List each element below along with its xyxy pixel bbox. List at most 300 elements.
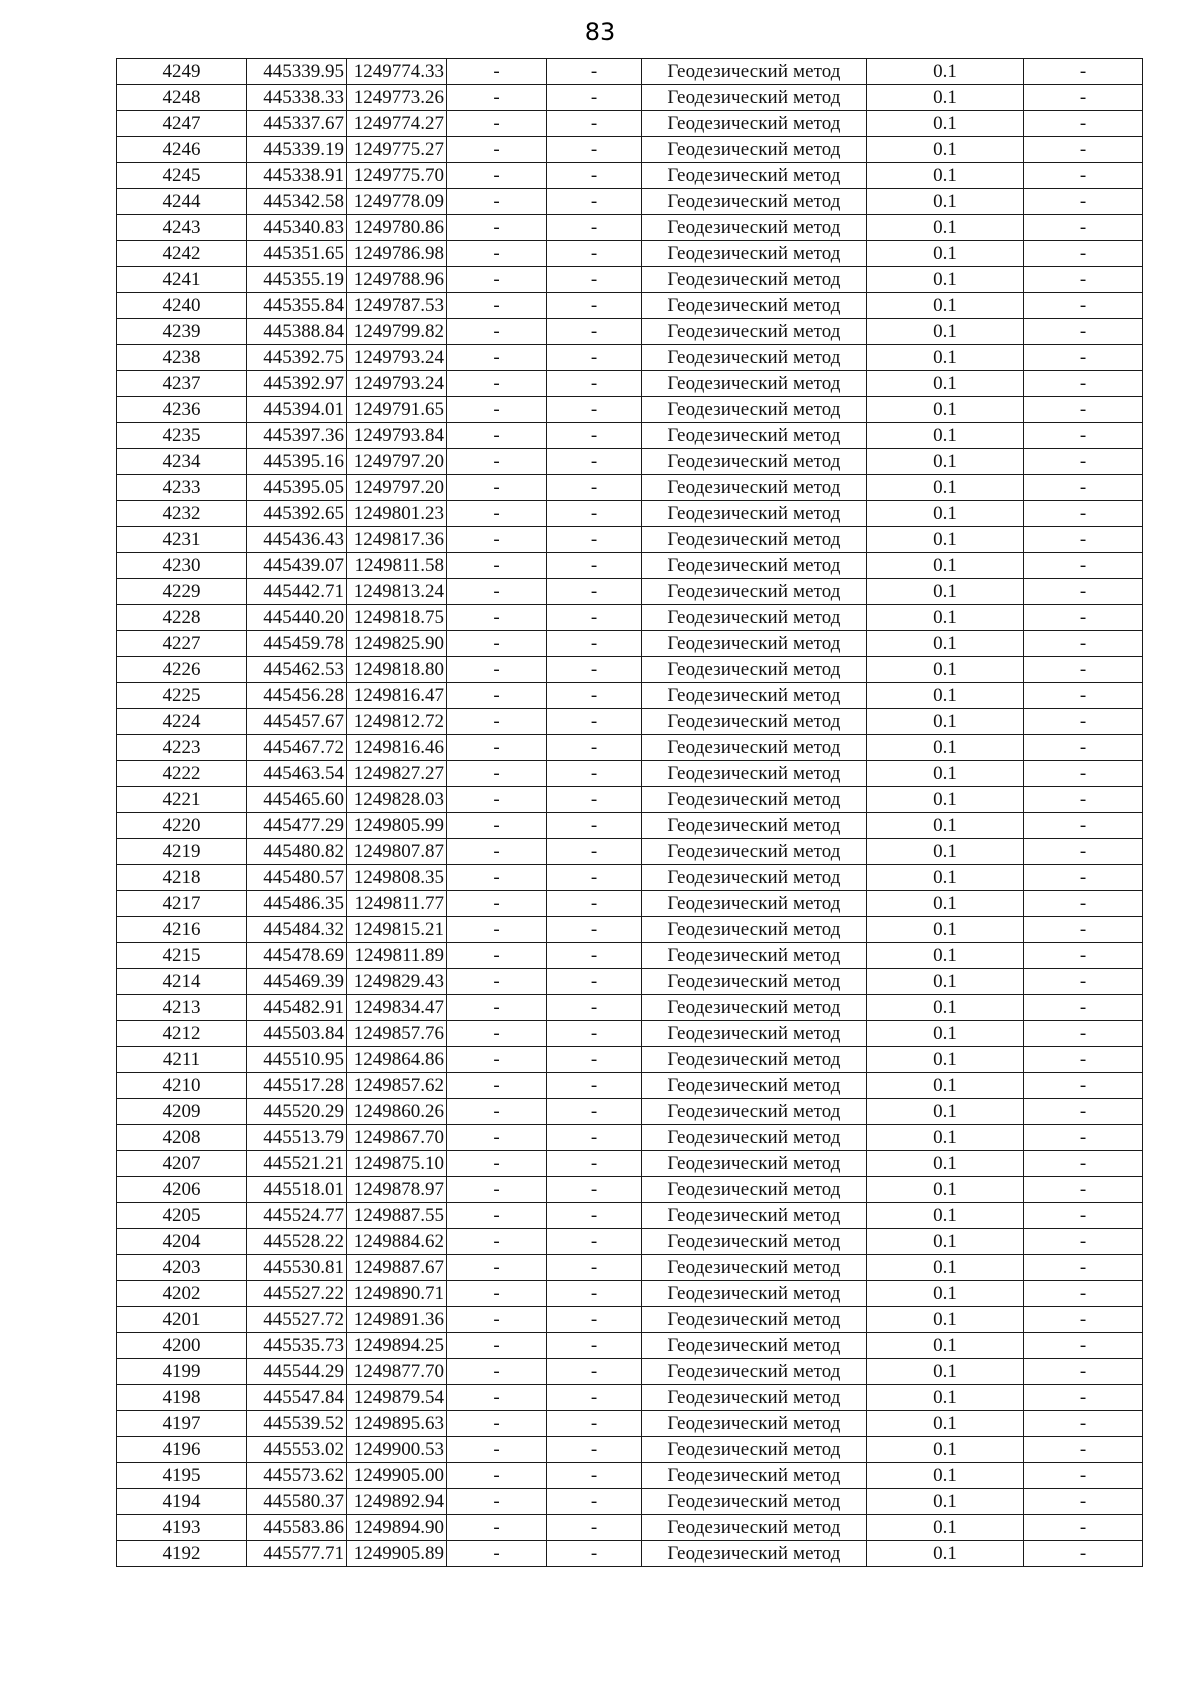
cell-empty-1: -: [447, 683, 547, 709]
cell-method: Геодезический метод: [642, 137, 867, 163]
table-row: [117, 605, 1143, 631]
cell-empty-2: -: [547, 917, 642, 943]
cell-empty-3: -: [1024, 345, 1143, 371]
cell-point-number: 4232: [117, 501, 247, 527]
cell-accuracy: 0.1: [867, 449, 1024, 475]
cell-accuracy: 0.1: [867, 553, 1024, 579]
cell-accuracy: 0.1: [867, 345, 1024, 371]
cell-accuracy: 0.1: [867, 501, 1024, 527]
cell-method: Геодезический метод: [642, 891, 867, 917]
cell-coord-y: 1249811.58: [347, 553, 447, 579]
cell-empty-1: -: [447, 267, 547, 293]
cell-point-number: 4240: [117, 293, 247, 319]
cell-coord-x: 445517.28: [247, 1073, 347, 1099]
cell-coord-y: 1249797.20: [347, 475, 447, 501]
cell-method: Геодезический метод: [642, 241, 867, 267]
cell-empty-2: -: [547, 605, 642, 631]
cell-coord-x: 445480.57: [247, 865, 347, 891]
cell-coord-x: 445392.65: [247, 501, 347, 527]
table-row: [117, 735, 1143, 761]
cell-coord-x: 445553.02: [247, 1437, 347, 1463]
cell-empty-1: -: [447, 865, 547, 891]
table-row: [117, 1021, 1143, 1047]
cell-coord-y: 1249878.97: [347, 1177, 447, 1203]
cell-coord-x: 445463.54: [247, 761, 347, 787]
cell-accuracy: 0.1: [867, 1463, 1024, 1489]
cell-method: Геодезический метод: [642, 631, 867, 657]
cell-empty-2: -: [547, 943, 642, 969]
cell-method: Геодезический метод: [642, 59, 867, 85]
cell-coord-x: 445544.29: [247, 1359, 347, 1385]
cell-coord-y: 1249808.35: [347, 865, 447, 891]
cell-empty-2: -: [547, 475, 642, 501]
cell-method: Геодезический метод: [642, 1437, 867, 1463]
cell-empty-1: -: [447, 1541, 547, 1567]
cell-empty-2: -: [547, 293, 642, 319]
cell-method: Геодезический метод: [642, 1229, 867, 1255]
cell-method: Геодезический метод: [642, 527, 867, 553]
table-row: [117, 657, 1143, 683]
cell-accuracy: 0.1: [867, 917, 1024, 943]
cell-point-number: 4213: [117, 995, 247, 1021]
cell-empty-2: -: [547, 163, 642, 189]
cell-empty-2: -: [547, 215, 642, 241]
cell-method: Геодезический метод: [642, 1515, 867, 1541]
cell-coord-x: 445478.69: [247, 943, 347, 969]
cell-point-number: 4194: [117, 1489, 247, 1515]
cell-coord-x: 445436.43: [247, 527, 347, 553]
cell-empty-3: -: [1024, 891, 1143, 917]
cell-empty-2: -: [547, 1515, 642, 1541]
cell-empty-3: -: [1024, 1411, 1143, 1437]
cell-empty-2: -: [547, 1281, 642, 1307]
cell-empty-3: -: [1024, 631, 1143, 657]
cell-method: Геодезический метод: [642, 1125, 867, 1151]
table-row: [117, 1203, 1143, 1229]
cell-accuracy: 0.1: [867, 839, 1024, 865]
cell-coord-x: 445520.29: [247, 1099, 347, 1125]
cell-coord-x: 445510.95: [247, 1047, 347, 1073]
cell-empty-2: -: [547, 969, 642, 995]
cell-empty-3: -: [1024, 865, 1143, 891]
cell-coord-y: 1249807.87: [347, 839, 447, 865]
table-row: [117, 293, 1143, 319]
cell-coord-y: 1249875.10: [347, 1151, 447, 1177]
table-row: [117, 1125, 1143, 1151]
cell-coord-y: 1249812.72: [347, 709, 447, 735]
cell-coord-y: 1249884.62: [347, 1229, 447, 1255]
cell-empty-1: -: [447, 85, 547, 111]
cell-empty-3: -: [1024, 85, 1143, 111]
cell-accuracy: 0.1: [867, 631, 1024, 657]
cell-coord-x: 445339.19: [247, 137, 347, 163]
cell-coord-x: 445503.84: [247, 1021, 347, 1047]
cell-empty-3: -: [1024, 995, 1143, 1021]
cell-empty-3: -: [1024, 1541, 1143, 1567]
cell-coord-y: 1249780.86: [347, 215, 447, 241]
cell-coord-y: 1249877.70: [347, 1359, 447, 1385]
cell-accuracy: 0.1: [867, 1437, 1024, 1463]
cell-coord-y: 1249797.20: [347, 449, 447, 475]
cell-empty-1: -: [447, 397, 547, 423]
cell-accuracy: 0.1: [867, 475, 1024, 501]
cell-empty-2: -: [547, 1437, 642, 1463]
cell-empty-1: -: [447, 1489, 547, 1515]
cell-point-number: 4203: [117, 1255, 247, 1281]
cell-empty-3: -: [1024, 189, 1143, 215]
cell-empty-1: -: [447, 137, 547, 163]
cell-point-number: 4237: [117, 371, 247, 397]
cell-empty-1: -: [447, 1099, 547, 1125]
cell-accuracy: 0.1: [867, 371, 1024, 397]
cell-point-number: 4227: [117, 631, 247, 657]
cell-method: Геодезический метод: [642, 943, 867, 969]
cell-accuracy: 0.1: [867, 423, 1024, 449]
cell-point-number: 4221: [117, 787, 247, 813]
cell-empty-3: -: [1024, 1047, 1143, 1073]
cell-coord-y: 1249788.96: [347, 267, 447, 293]
coordinates-table: [116, 58, 1143, 1567]
cell-method: Геодезический метод: [642, 761, 867, 787]
cell-empty-1: -: [447, 579, 547, 605]
cell-coord-y: 1249887.67: [347, 1255, 447, 1281]
cell-empty-3: -: [1024, 267, 1143, 293]
cell-empty-2: -: [547, 423, 642, 449]
table-row: [117, 1255, 1143, 1281]
cell-empty-2: -: [547, 1047, 642, 1073]
cell-point-number: 4210: [117, 1073, 247, 1099]
cell-coord-x: 445528.22: [247, 1229, 347, 1255]
cell-empty-3: -: [1024, 1255, 1143, 1281]
cell-point-number: 4211: [117, 1047, 247, 1073]
cell-coord-y: 1249857.76: [347, 1021, 447, 1047]
cell-empty-3: -: [1024, 1515, 1143, 1541]
cell-empty-2: -: [547, 267, 642, 293]
cell-coord-y: 1249815.21: [347, 917, 447, 943]
table-row: [117, 111, 1143, 137]
cell-method: Геодезический метод: [642, 319, 867, 345]
cell-coord-x: 445486.35: [247, 891, 347, 917]
cell-point-number: 4244: [117, 189, 247, 215]
cell-coord-y: 1249867.70: [347, 1125, 447, 1151]
cell-empty-1: -: [447, 839, 547, 865]
table-row: [117, 1437, 1143, 1463]
cell-empty-1: -: [447, 1229, 547, 1255]
cell-empty-1: -: [447, 1073, 547, 1099]
cell-empty-3: -: [1024, 501, 1143, 527]
cell-coord-x: 445580.37: [247, 1489, 347, 1515]
cell-point-number: 4204: [117, 1229, 247, 1255]
cell-point-number: 4215: [117, 943, 247, 969]
table-body: [117, 59, 1143, 1567]
cell-empty-3: -: [1024, 371, 1143, 397]
cell-coord-x: 445518.01: [247, 1177, 347, 1203]
table-row: [117, 709, 1143, 735]
cell-accuracy: 0.1: [867, 1125, 1024, 1151]
cell-empty-3: -: [1024, 1177, 1143, 1203]
cell-empty-3: -: [1024, 683, 1143, 709]
cell-empty-3: -: [1024, 1229, 1143, 1255]
table-row: [117, 423, 1143, 449]
cell-coord-x: 445547.84: [247, 1385, 347, 1411]
cell-empty-1: -: [447, 1333, 547, 1359]
cell-accuracy: 0.1: [867, 1073, 1024, 1099]
cell-empty-1: -: [447, 501, 547, 527]
table-row: [117, 683, 1143, 709]
cell-empty-2: -: [547, 397, 642, 423]
cell-coord-y: 1249894.25: [347, 1333, 447, 1359]
table-row: [117, 1151, 1143, 1177]
cell-coord-y: 1249787.53: [347, 293, 447, 319]
cell-method: Геодезический метод: [642, 1177, 867, 1203]
cell-point-number: 4238: [117, 345, 247, 371]
cell-empty-2: -: [547, 241, 642, 267]
table-row: [117, 1307, 1143, 1333]
cell-method: Геодезический метод: [642, 579, 867, 605]
cell-empty-1: -: [447, 345, 547, 371]
cell-coord-x: 445351.65: [247, 241, 347, 267]
cell-coord-y: 1249774.33: [347, 59, 447, 85]
cell-coord-x: 445392.75: [247, 345, 347, 371]
cell-accuracy: 0.1: [867, 1385, 1024, 1411]
cell-empty-1: -: [447, 1281, 547, 1307]
table-row: [117, 631, 1143, 657]
cell-coord-y: 1249793.24: [347, 345, 447, 371]
cell-empty-2: -: [547, 1203, 642, 1229]
cell-accuracy: 0.1: [867, 111, 1024, 137]
cell-empty-2: -: [547, 1021, 642, 1047]
cell-point-number: 4235: [117, 423, 247, 449]
cell-empty-3: -: [1024, 137, 1143, 163]
cell-method: Геодезический метод: [642, 423, 867, 449]
cell-coord-x: 445524.77: [247, 1203, 347, 1229]
cell-accuracy: 0.1: [867, 1515, 1024, 1541]
cell-coord-x: 445457.67: [247, 709, 347, 735]
cell-coord-y: 1249900.53: [347, 1437, 447, 1463]
cell-point-number: 4247: [117, 111, 247, 137]
cell-empty-1: -: [447, 449, 547, 475]
cell-coord-y: 1249818.80: [347, 657, 447, 683]
cell-point-number: 4229: [117, 579, 247, 605]
cell-empty-2: -: [547, 501, 642, 527]
cell-empty-1: -: [447, 969, 547, 995]
cell-empty-1: -: [447, 189, 547, 215]
cell-point-number: 4245: [117, 163, 247, 189]
cell-empty-1: -: [447, 111, 547, 137]
cell-empty-3: -: [1024, 1385, 1143, 1411]
cell-empty-2: -: [547, 1151, 642, 1177]
cell-empty-2: -: [547, 137, 642, 163]
cell-point-number: 4205: [117, 1203, 247, 1229]
cell-accuracy: 0.1: [867, 1307, 1024, 1333]
cell-accuracy: 0.1: [867, 995, 1024, 1021]
cell-accuracy: 0.1: [867, 1047, 1024, 1073]
cell-point-number: 4197: [117, 1411, 247, 1437]
cell-accuracy: 0.1: [867, 1411, 1024, 1437]
cell-accuracy: 0.1: [867, 1177, 1024, 1203]
cell-coord-x: 445440.20: [247, 605, 347, 631]
cell-empty-3: -: [1024, 1099, 1143, 1125]
table-row: [117, 579, 1143, 605]
cell-method: Геодезический метод: [642, 293, 867, 319]
cell-accuracy: 0.1: [867, 813, 1024, 839]
cell-accuracy: 0.1: [867, 891, 1024, 917]
cell-method: Геодезический метод: [642, 1333, 867, 1359]
cell-empty-3: -: [1024, 1489, 1143, 1515]
cell-method: Геодезический метод: [642, 1411, 867, 1437]
cell-empty-2: -: [547, 1541, 642, 1567]
table-row: [117, 891, 1143, 917]
cell-empty-3: -: [1024, 839, 1143, 865]
cell-method: Геодезический метод: [642, 501, 867, 527]
cell-empty-1: -: [447, 1125, 547, 1151]
cell-coord-y: 1249799.82: [347, 319, 447, 345]
cell-accuracy: 0.1: [867, 215, 1024, 241]
cell-point-number: 4249: [117, 59, 247, 85]
cell-empty-2: -: [547, 1385, 642, 1411]
cell-accuracy: 0.1: [867, 1021, 1024, 1047]
cell-coord-y: 1249879.54: [347, 1385, 447, 1411]
cell-empty-3: -: [1024, 1021, 1143, 1047]
cell-coord-y: 1249793.84: [347, 423, 447, 449]
cell-empty-1: -: [447, 917, 547, 943]
cell-coord-y: 1249778.09: [347, 189, 447, 215]
cell-method: Геодезический метод: [642, 969, 867, 995]
cell-coord-x: 445388.84: [247, 319, 347, 345]
cell-accuracy: 0.1: [867, 1203, 1024, 1229]
cell-coord-x: 445338.33: [247, 85, 347, 111]
table-row: [117, 1229, 1143, 1255]
cell-empty-1: -: [447, 1515, 547, 1541]
cell-empty-2: -: [547, 1489, 642, 1515]
cell-point-number: 4242: [117, 241, 247, 267]
table-row: [117, 995, 1143, 1021]
cell-empty-3: -: [1024, 527, 1143, 553]
cell-coord-y: 1249816.47: [347, 683, 447, 709]
cell-empty-1: -: [447, 605, 547, 631]
cell-empty-1: -: [447, 1255, 547, 1281]
cell-empty-2: -: [547, 787, 642, 813]
cell-empty-3: -: [1024, 1073, 1143, 1099]
cell-coord-x: 445573.62: [247, 1463, 347, 1489]
cell-method: Геодезический метод: [642, 709, 867, 735]
cell-coord-y: 1249864.86: [347, 1047, 447, 1073]
cell-accuracy: 0.1: [867, 241, 1024, 267]
cell-coord-x: 445482.91: [247, 995, 347, 1021]
cell-coord-x: 445530.81: [247, 1255, 347, 1281]
cell-empty-1: -: [447, 891, 547, 917]
cell-empty-3: -: [1024, 1437, 1143, 1463]
cell-empty-2: -: [547, 189, 642, 215]
cell-empty-1: -: [447, 735, 547, 761]
cell-method: Геодезический метод: [642, 1307, 867, 1333]
cell-point-number: 4228: [117, 605, 247, 631]
cell-point-number: 4218: [117, 865, 247, 891]
cell-empty-1: -: [447, 1047, 547, 1073]
cell-point-number: 4209: [117, 1099, 247, 1125]
cell-coord-x: 445527.22: [247, 1281, 347, 1307]
cell-empty-2: -: [547, 995, 642, 1021]
cell-coord-x: 445340.83: [247, 215, 347, 241]
cell-accuracy: 0.1: [867, 865, 1024, 891]
cell-empty-2: -: [547, 709, 642, 735]
table-row: [117, 1515, 1143, 1541]
cell-coord-x: 445355.19: [247, 267, 347, 293]
cell-point-number: 4241: [117, 267, 247, 293]
cell-coord-y: 1249895.63: [347, 1411, 447, 1437]
table-row: [117, 449, 1143, 475]
cell-empty-1: -: [447, 657, 547, 683]
cell-coord-x: 445394.01: [247, 397, 347, 423]
cell-empty-3: -: [1024, 215, 1143, 241]
cell-empty-3: -: [1024, 917, 1143, 943]
cell-point-number: 4201: [117, 1307, 247, 1333]
cell-empty-3: -: [1024, 553, 1143, 579]
cell-coord-x: 445539.52: [247, 1411, 347, 1437]
cell-point-number: 4234: [117, 449, 247, 475]
cell-empty-3: -: [1024, 293, 1143, 319]
cell-empty-2: -: [547, 1229, 642, 1255]
cell-empty-3: -: [1024, 1359, 1143, 1385]
cell-empty-3: -: [1024, 397, 1143, 423]
cell-accuracy: 0.1: [867, 1281, 1024, 1307]
cell-empty-2: -: [547, 735, 642, 761]
cell-point-number: 4207: [117, 1151, 247, 1177]
cell-accuracy: 0.1: [867, 59, 1024, 85]
cell-empty-3: -: [1024, 709, 1143, 735]
cell-coord-y: 1249801.23: [347, 501, 447, 527]
cell-point-number: 4206: [117, 1177, 247, 1203]
cell-method: Геодезический метод: [642, 189, 867, 215]
cell-accuracy: 0.1: [867, 683, 1024, 709]
table-row: [117, 1411, 1143, 1437]
cell-empty-3: -: [1024, 111, 1143, 137]
cell-accuracy: 0.1: [867, 657, 1024, 683]
cell-method: Геодезический метод: [642, 995, 867, 1021]
cell-accuracy: 0.1: [867, 1359, 1024, 1385]
table-row: [117, 943, 1143, 969]
cell-accuracy: 0.1: [867, 735, 1024, 761]
cell-empty-1: -: [447, 631, 547, 657]
cell-coord-x: 445484.32: [247, 917, 347, 943]
cell-method: Геодезический метод: [642, 605, 867, 631]
cell-point-number: 4202: [117, 1281, 247, 1307]
cell-point-number: 4230: [117, 553, 247, 579]
cell-empty-2: -: [547, 683, 642, 709]
cell-coord-y: 1249786.98: [347, 241, 447, 267]
cell-point-number: 4236: [117, 397, 247, 423]
cell-empty-2: -: [547, 371, 642, 397]
cell-coord-x: 445469.39: [247, 969, 347, 995]
cell-coord-y: 1249773.26: [347, 85, 447, 111]
cell-method: Геодезический метод: [642, 1541, 867, 1567]
cell-coord-x: 445462.53: [247, 657, 347, 683]
cell-accuracy: 0.1: [867, 761, 1024, 787]
cell-accuracy: 0.1: [867, 397, 1024, 423]
cell-accuracy: 0.1: [867, 137, 1024, 163]
cell-empty-2: -: [547, 1099, 642, 1125]
cell-coord-y: 1249805.99: [347, 813, 447, 839]
cell-point-number: 4193: [117, 1515, 247, 1541]
cell-empty-1: -: [447, 1411, 547, 1437]
table-row: [117, 319, 1143, 345]
table-row: [117, 1385, 1143, 1411]
cell-empty-1: -: [447, 475, 547, 501]
cell-coord-x: 445456.28: [247, 683, 347, 709]
cell-empty-3: -: [1024, 761, 1143, 787]
cell-coord-y: 1249825.90: [347, 631, 447, 657]
cell-point-number: 4219: [117, 839, 247, 865]
